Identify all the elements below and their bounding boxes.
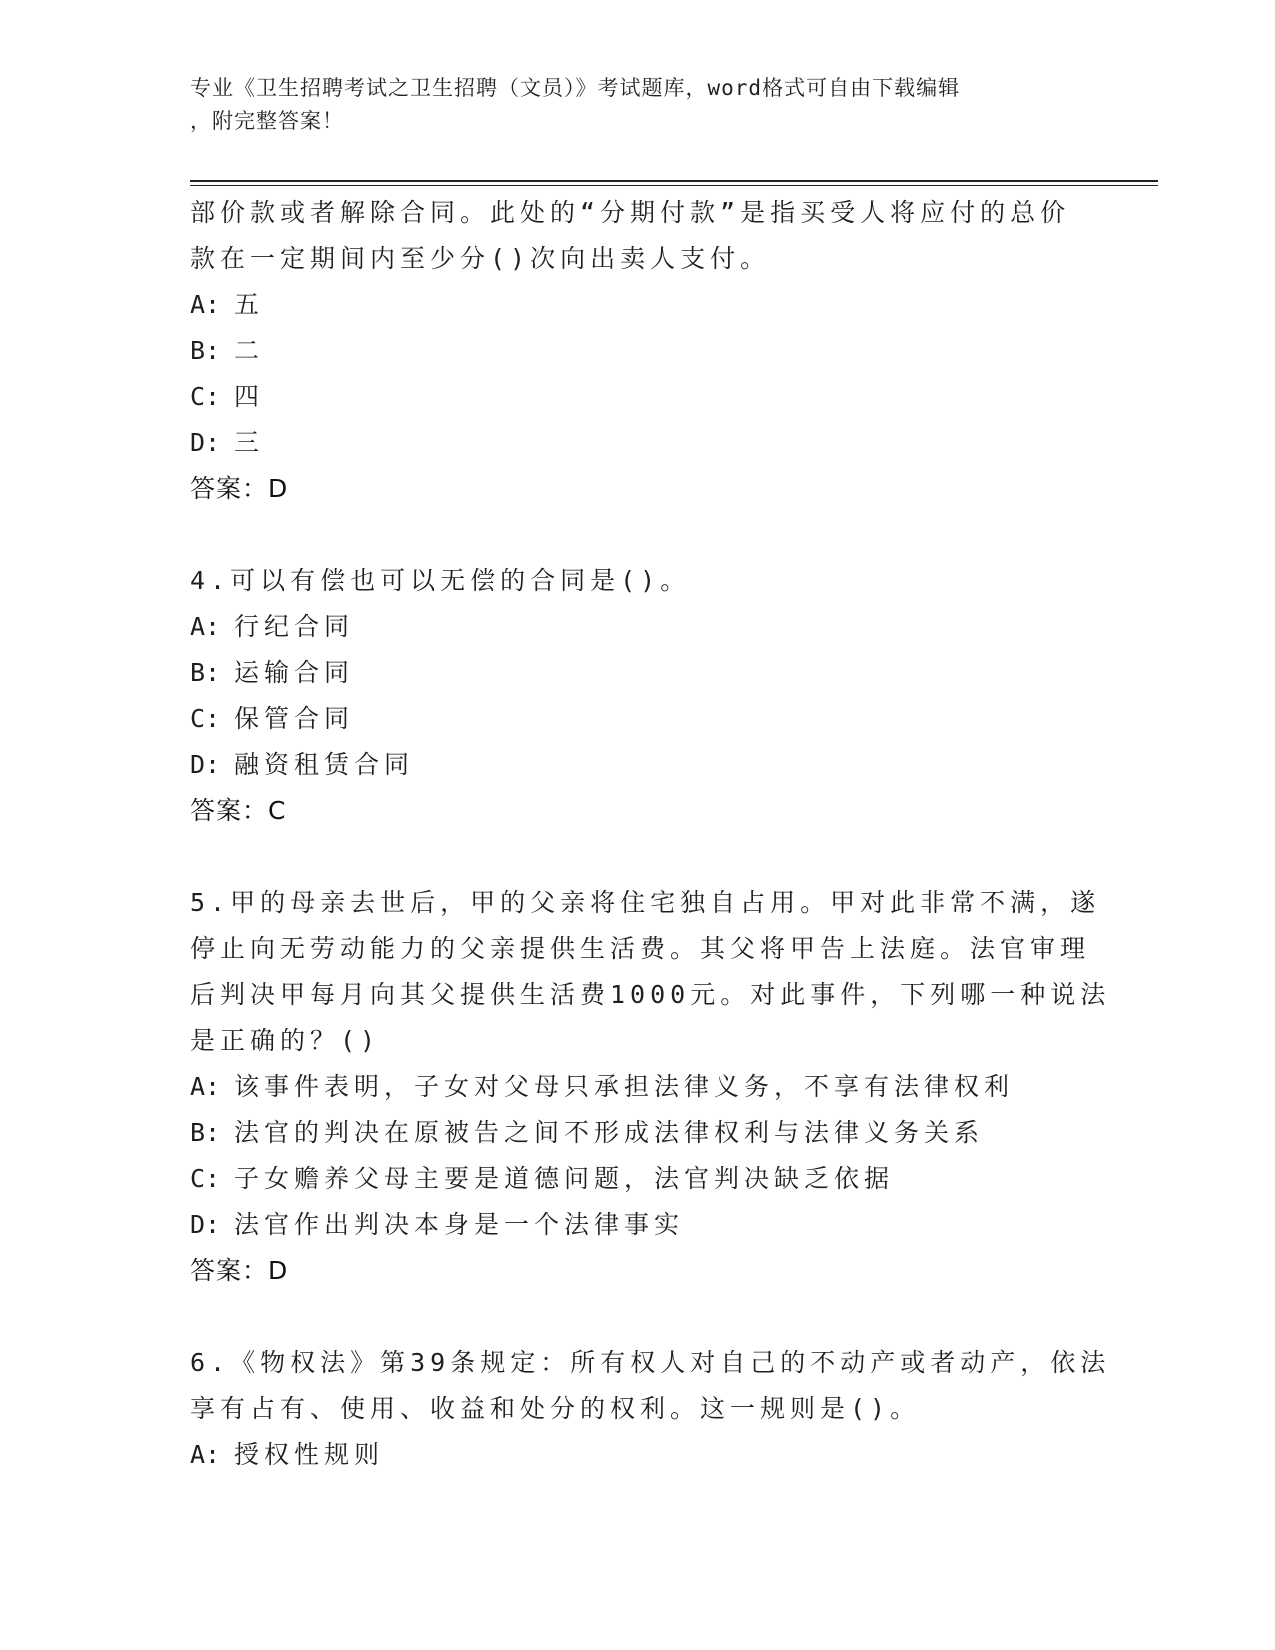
question-stem-line: 6.《物权法》第39条规定：所有权人对自己的不动产或者动产，依法 [190,1348,1111,1377]
option-key: A: [190,1072,221,1101]
option-text: 运输合同 [234,658,355,687]
option-b [190,650,1090,696]
option-b [190,328,1090,374]
option-a [190,1432,1090,1478]
answer-line: 答案：D [190,474,289,503]
question-3 [190,190,1090,512]
option-key: B: [190,658,221,687]
header-line-2: ，附完整答案！ [190,109,344,133]
header-line-1: 专业《卫生招聘考试之卫生招聘（文员）》考试题库，word格式可自由下载编辑 [190,76,961,100]
header-divider-thin [190,185,1158,186]
option-key: C: [190,1164,221,1193]
option-key: A: [190,290,221,319]
option-text: 二 [234,336,265,365]
question-stem-line: 5.甲的母亲去世后，甲的父亲将住宅独自占用。甲对此非常不满，遂 [190,888,1101,917]
option-d [190,420,1090,466]
option-key: D: [190,750,221,779]
option-key: A: [190,1440,221,1469]
question-4 [190,558,1090,834]
option-c [190,374,1090,420]
option-key: A: [190,612,221,641]
document-header [190,72,1070,138]
question-5 [190,880,1111,1294]
spacer [190,834,1090,880]
question-stem-line: 款在一定期间内至少分()次向出卖人支付。 [190,244,771,273]
option-d [190,742,1090,788]
option-key: D: [190,428,221,457]
option-key: B: [190,1118,221,1147]
question-stem-line: 是正确的？() [190,1026,381,1055]
question-stem-line: 享有占有、使用、收益和处分的权利。这一规则是()。 [190,1394,921,1423]
option-d [190,1202,1090,1248]
option-text: 四 [234,382,265,411]
spacer [190,1294,1090,1340]
option-a [190,282,1090,328]
option-b [190,1110,1090,1156]
question-stem-line: 部价款或者解除合同。此处的“分期付款”是指买受人将应付的总价 [190,198,1071,227]
answer-line: 答案：D [190,1256,289,1285]
option-key: D: [190,1210,221,1239]
option-text: 五 [234,290,265,319]
option-text: 授权性规则 [234,1440,385,1469]
question-stem-line: 4.可以有偿也可以无偿的合同是()。 [190,566,691,595]
option-key: C: [190,704,221,733]
option-text: 法官的判决在原被告之间不形成法律权利与法律义务关系 [234,1118,985,1147]
option-text: 融资租赁合同 [234,750,415,779]
spacer [190,512,1090,558]
option-text: 三 [234,428,265,457]
question-stem-line: 后判决甲每月向其父提供生活费1000元。对此事件，下列哪一种说法 [190,980,1111,1009]
option-a [190,604,1090,650]
question-6 [190,1340,1111,1478]
option-key: B: [190,336,221,365]
option-text: 保管合同 [234,704,355,733]
answer-line: 答案：C [190,796,287,825]
option-text: 法官作出判决本身是一个法律事实 [234,1210,685,1239]
option-c [190,696,1090,742]
option-a [190,1064,1090,1110]
option-c [190,1156,1090,1202]
option-text: 该事件表明，子女对父母只承担法律义务，不享有法律权利 [234,1072,1015,1101]
question-stem-line: 停止向无劳动能力的父亲提供生活费。其父将甲告上法庭。法官审理 [190,934,1091,963]
option-text: 行纪合同 [234,612,355,641]
option-key: C: [190,382,221,411]
option-text: 子女赡养父母主要是道德问题，法官判决缺乏依据 [234,1164,895,1193]
header-divider-thick [190,180,1158,182]
question-content [190,190,1111,1478]
